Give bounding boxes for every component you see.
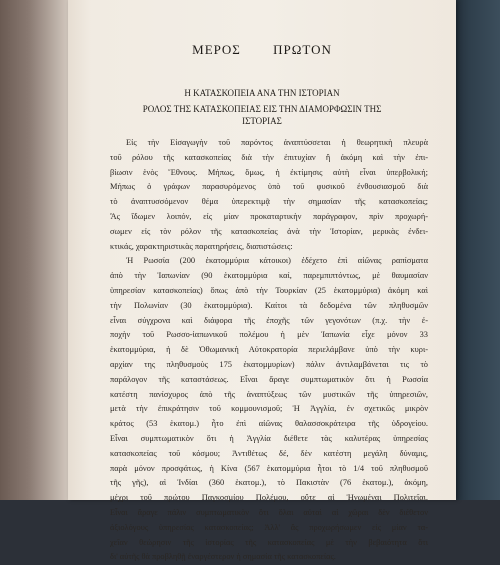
body-line: κατέστη πανίσχυρος ἀπὸ τῆς ἀναπτύξεως τῶν μυστικῶν τῆς ὑπηρεσιῶν, [110,389,428,399]
body-line: τοῦ ρόλου τῆς κατασκοπείας διὰ τὴν ἐπιτυχίαν ἢ ἀκόμη καὶ τὴν ἐπι- [110,152,428,162]
body-line: Μήπως ὁ γράφων παρασυρόμενος ὑπὸ τοῦ φυσικοῦ ἐνθουσιασμοῦ διὰ [110,182,428,192]
body-line: βίωσιν ἑνὸς Ἔθνους. Μήπως, ὅμως, ἡ ἐκτίμησις αὐτὴ εἶναι ὑπερβολική; [110,167,428,177]
body-line: αρχίαν της πληθυσμοὺς 175 ἑκατομμυρίων) πάλιν ἀντιλαμβάνεται τις τὸ [110,359,428,369]
book-page [68,0,456,562]
part-title-word: ΠΡΩΤΟΝ [273,42,332,57]
part-title [68,42,456,58]
body-line: παρὰ μόνον προσφάτως, ἡ Κίνα (567 ἑκατομμύρια ἦτοι τὸ 1/4 τοῦ πληθυσμοῦ [110,463,428,473]
body-line: Ἂς ἴδωμεν λοιπόν, εἰς μίαν προκαταρτικὴν παράγραφον, πρὶν προχωρή- [110,211,428,221]
body-line: ἀπὸ τὴν Ἰαπωνίαν (90 ἑκατομμύρια καί, παρεμπιπτόντως, μὲ θαυμασίαν [110,271,428,281]
body-line: σωμεν εἰς τὸν ρόλον τῆς κατασκοπείας ἀνὰ τὴν Ἱστορίαν, μερικὰς ἐνδει- [110,226,428,236]
body-line: ὑπηρεσίαν κατασκοπείας) ὅπως ἀπὸ τὴν Τουρκίαν (25 ἑκατομμύρια) ἀκόμη καὶ [110,285,428,295]
body-line: κτικάς, χαρακτηριστικὰς παρατηρήσεις, διαπιστώσεις: [110,241,293,251]
body-line: τὸ ἀναπτυσσόμενον θέμα ὑπερεκτιμᾷ τὴν σημασίαν τῆς κατασκοπείας; [110,197,428,207]
body-line: κατασκοπείας τοῦ κόσμου; Ἀντιθέτως δέ, δὲν κατέστη μεγάλη δύναμις, [110,448,428,458]
body-line: Εἶναι συμπτωματικὸν ὅτι ἡ Ἀγγλία διέθετε τὰς καλυτέρας ὑπηρεσίας [110,433,428,443]
body-line: Εἰς τὴν Εἰσαγωγὴν τοῦ παρόντος ἀναπτύσσεται ἡ θεωρητικὴ πλευρὰ [126,138,428,147]
body-line: τῆς γῆς), αἱ Ἰνδίαι (360 ἑκατομ.), τὸ Πακιστὰν (76 ἑκατομ.), ἀκόμη, [110,478,428,488]
body-text [110,136,428,565]
chapter-title: Η ΚΑΤΑΣΚΟΠΕΙΑ ΑΝΑ ΤΗΝ ΙΣΤΟΡΙΑΝ [184,88,340,98]
subtitle-line: ΙΣΤΟΡΙΑΣ [242,116,282,126]
background-left [0,0,72,500]
body-line: παράλογον τῆς καταστάσεως. Εἶναι ἄραγε συμπτωματικὸν ὅτι ἡ Ρωσσία [110,374,428,384]
body-line: δι' αὐτῆς θὰ προβληθῇ ἐναργέστερον ἡ σημασία τῆς κατασκοπείας. [110,552,336,562]
subtitle-line: ΡΟΛΟΣ ΤΗΣ ΚΑΤΑΣΚΟΠΕΙΑΣ ΕΙΣ ΤΗΝ ΔΙΑΜΟΡΦΩΣΙΝ ΤΗΣ [142,104,382,114]
body-line: μέχρι τοῦ πρώτου Παγκοσμίου Πολέμου, οὔτε αἱ Ἡνωμέναι Πολιτεῖαι. [110,493,428,503]
chapter-subtitle [108,103,416,127]
body-line: μετὰ τὴν ἐπικράτησιν τοῦ κομμουνισμοῦ; Ἡ Ἀγγλία, ἐν σχετικῶς μικρὸν [110,404,428,414]
body-line: Ἡ Ρωσσία (200 ἑκατομμύρια κάτοικοι) ἐδέχετο ἐπὶ αἰῶνας ραπίσματα [126,256,428,266]
body-line: ἑκατομμύρια, ἡ δὲ Ὀθωμανικὴ Αὐτοκρατορία περιελάμβανε ὑπὸ τὴν κυρι- [110,345,428,355]
body-line: εἶναι σύγχρονα καὶ διάφορα τῆς ἐποχῆς τῶν γεγονότων (π.χ. τὴν ἐ- [110,315,428,325]
part-title-word: ΜΕΡΟΣ [192,42,241,57]
body-line: τὴν Πολωνίαν (30 ἑκατομμύρια). Καίτοι τὰ δεδομένα τῶν πληθυσμῶν [110,300,428,310]
body-line: ἀξιολόγους ὑπηρεσίας κατασκοπείας; Ἀλλ' ἂς προχωρήσωμεν εἰς μίαν τα- [110,522,428,532]
body-line: χεῖαν θεώρησιν τῆς ἱστορίας τῆς κατασκοπείας μὲ τὴν βεβαιότητα ὅτι [110,537,428,547]
body-line: κράτος (53 ἑκατομ.) ἦτο ἐπὶ αἰῶνας θαλασσοκράτειρα τῆς ὑδρογείου. [110,419,428,429]
background-right [450,0,500,500]
body-line: ποχὴν τοῦ Ρωσσο-ἰαπωνικοῦ πολέμου ἡ μὲν Ἰαπωνία εἶχε μόνον 33 [110,330,428,340]
body-line: Εἶναι ἄραγε πάλιν συμπτωματικὸν ὅτι ὅλαι αὐταὶ αἱ χῶραι δὲν διέθετον [110,507,428,517]
